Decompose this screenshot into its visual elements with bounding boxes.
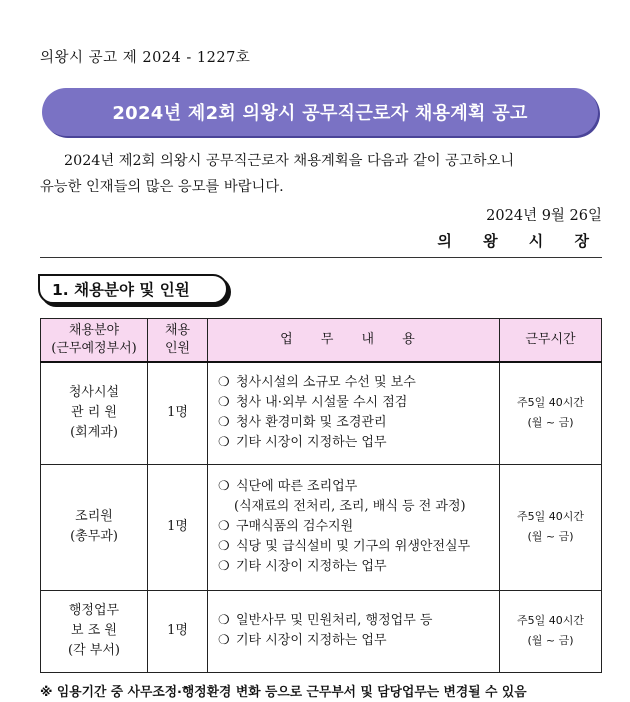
duty-item [218,373,491,393]
cell-field [41,464,148,590]
bullet-circle-icon: ❍ [218,479,230,494]
header-field-line1: 채용분야 [68,323,120,338]
hours-days: (월 ~ 금) [527,530,574,543]
field-line: 보 조 원 [71,623,117,638]
header-count-line2: 인원 [164,341,191,356]
duty-text: 청사 환경미화 및 조경관리 [236,415,387,431]
bullet-circle-icon: ❍ [218,395,230,411]
cell-field [41,590,148,672]
cell-duties [208,362,500,464]
cell-duties [208,590,500,672]
duty-text: 기타 시장이 지정하는 업무 [236,559,387,574]
bullet-circle-icon: ❍ [218,613,230,628]
bullet-circle-icon: ❍ [218,415,230,431]
section-heading-1 [38,274,228,304]
duty-text: (식재료의 전처리, 조리, 배식 등 전 과정) [234,499,466,514]
duty-item [218,537,491,557]
cell-count: 1명 [148,464,208,590]
field-line: (총무과) [70,529,118,544]
duty-item [218,393,491,413]
notice-number: 의왕시 공고 제 2024 - 1227호 [40,50,251,66]
duty-item [218,413,491,433]
divider [40,257,602,258]
cell-count: 1명 [148,590,208,672]
cell-count: 1명 [148,362,208,464]
table-row [41,590,602,672]
notice-date: 2024년 9월 26일 [486,208,602,224]
duty-text: 일반사무 및 민원처리, 행정업무 등 [236,613,433,628]
bullet-circle-icon: ❍ [218,633,230,648]
bullet-circle-icon: ❍ [218,539,230,554]
issuer: 의 왕 시 장 [437,232,602,250]
header-count [148,319,208,363]
field-line: 행정업무 [68,603,120,618]
bullet-circle-icon: ❍ [218,559,230,574]
duty-text: 청사 내·외부 시설물 수시 점검 [236,395,408,411]
field-line: 청사시설 [68,385,120,401]
hours-line: 주5일 40시간 [517,614,584,627]
field-line: 조리원 [75,509,113,524]
header-duties [208,319,500,363]
duty-text: 청사시설의 소규모 수선 및 보수 [236,375,416,391]
duty-item [218,433,491,453]
bullet-circle-icon: ❍ [218,519,230,534]
duty-item [218,611,491,631]
footnote: ※ 임용기간 중 사무조정·행정환경 변화 등으로 근무부서 및 담당업무는 변경될 수 있음 [40,685,527,700]
header-duties-label: 업 무 내 용 [280,332,427,347]
hours-days: (월 ~ 금) [527,634,574,647]
cell-hours [500,464,602,590]
header-field [41,319,148,363]
recruitment-table [40,318,602,673]
duty-text: 식단에 따른 조리업무 [236,479,358,494]
hours-line: 주5일 40시간 [517,396,584,410]
table-row [41,362,602,464]
table-row [41,464,602,590]
intro-paragraph [40,148,602,200]
duty-text: 기타 시장이 지정하는 업무 [236,435,387,451]
duty-item [218,631,491,651]
hours-line: 주5일 40시간 [517,510,584,523]
duty-item [218,517,491,537]
duty-item [218,477,491,497]
duty-item [218,557,491,577]
hours-days: (월 ~ 금) [527,416,574,430]
section-title: 1. 채용분야 및 인원 [52,281,190,299]
field-line: (각 부서) [68,643,120,658]
bullet-circle-icon: ❍ [218,435,230,451]
bullet-circle-icon: ❍ [218,375,230,391]
header-count-line1: 채용 [164,323,191,338]
cell-duties [208,464,500,590]
duty-text: 기타 시장이 지정하는 업무 [236,633,387,648]
intro-line-2: 유능한 인재들의 많은 응모를 바랍니다. [40,179,284,195]
table-header-row [41,319,602,363]
cell-field [41,362,148,464]
field-line: (회계과) [70,425,118,441]
field-line: 관 리 원 [71,405,117,421]
title-banner [42,88,598,136]
cell-hours [500,590,602,672]
intro-line-1: 2024년 제2회 의왕시 공무직근로자 채용계획을 다음과 같이 공고하오니 [64,153,515,169]
duty-text: 구매식품의 검수지원 [236,519,354,534]
duty-text: 식당 및 급식설비 및 기구의 위생안전실무 [236,539,471,554]
cell-hours [500,362,602,464]
header-hours: 근무시간 [500,319,602,363]
page-title: 2024년 제2회 의왕시 공무직근로자 채용계획 공고 [112,103,528,124]
header-field-line2: (근무예정부서) [51,341,137,356]
duty-item [218,497,491,517]
